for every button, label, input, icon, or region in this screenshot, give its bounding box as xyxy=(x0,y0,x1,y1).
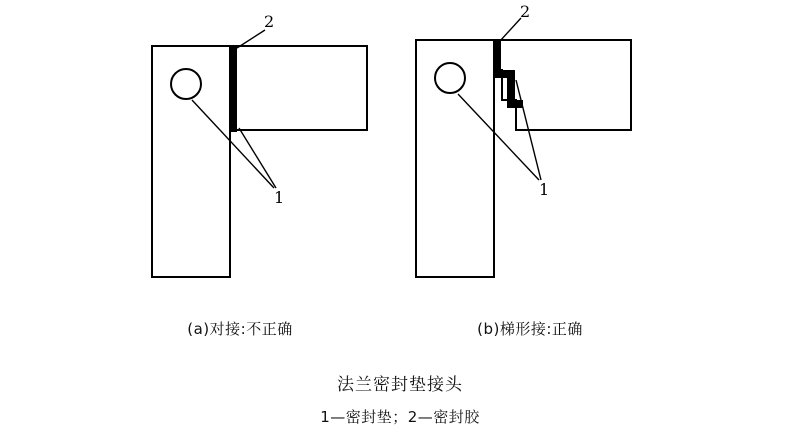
panel-b-callout-2: 2 xyxy=(520,2,531,21)
panel-a-caption: (a)对接:不正确 xyxy=(187,320,293,338)
panel-a-drawing xyxy=(152,30,367,277)
panel-b-bolt-hole xyxy=(435,63,465,93)
panel-b-callout-1: 1 xyxy=(539,180,550,199)
panel-b-horizontal-flange xyxy=(500,40,631,130)
panel-a-callout-2: 2 xyxy=(264,12,275,31)
panel-b-caption: (b)梯形接:正确 xyxy=(477,320,583,338)
panel-b-leader-2 xyxy=(500,18,521,41)
panel-a-bolt-hole xyxy=(171,69,201,99)
panel-a-horizontal-flange xyxy=(236,46,367,130)
panel-a-sealant-strip xyxy=(229,46,237,132)
panel-a-leader-1b xyxy=(239,128,276,188)
panel-a-callout-1: 1 xyxy=(274,188,285,207)
figure-title: 法兰密封垫接头 xyxy=(337,375,463,395)
figure-legend: 1—密封垫；2—密封胶 xyxy=(320,408,480,426)
panel-b-drawing xyxy=(416,18,631,277)
